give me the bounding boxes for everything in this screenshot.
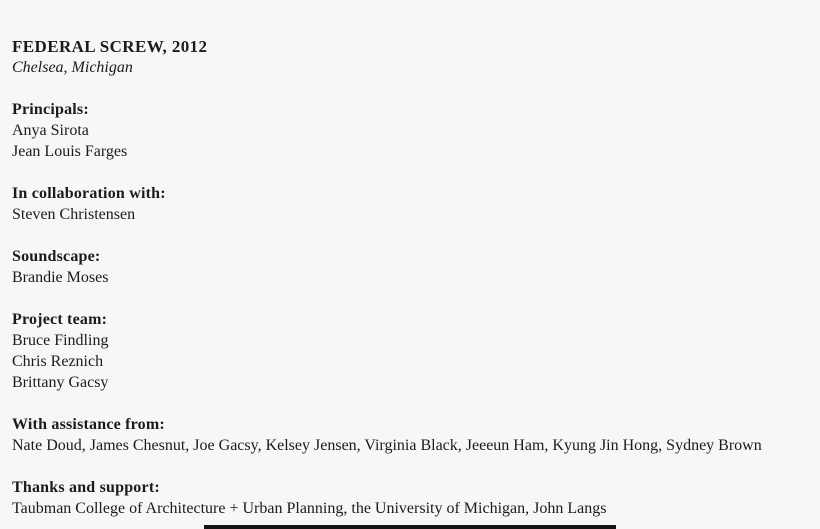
credit-name: Steven Christensen (12, 206, 136, 223)
credit-name-list: Taubman College of Architecture + Urban Planning, the University of Michigan, John Langs (12, 500, 607, 517)
section-soundscape (12, 246, 810, 288)
section-assistance (12, 414, 810, 456)
project-location: Chelsea, Michigan (12, 59, 133, 76)
section-collaboration (12, 183, 810, 225)
project-title: FEDERAL SCREW, 2012 (12, 37, 208, 56)
credit-name: Bruce Findling (12, 332, 109, 349)
bottom-edge-bar (204, 525, 616, 529)
section-heading: Project team: (12, 311, 108, 328)
section-thanks (12, 477, 810, 519)
section-heading: With assistance from: (12, 416, 165, 433)
credit-name: Chris Reznich (12, 353, 104, 370)
section-heading: Principals: (12, 101, 89, 118)
section-heading: Thanks and support: (12, 479, 160, 496)
section-heading: Soundscape: (12, 248, 101, 265)
credit-name: Jean Louis Farges (12, 143, 128, 160)
credit-name: Anya Sirota (12, 122, 89, 139)
section-project-team (12, 309, 810, 393)
credit-name: Brittany Gacsy (12, 374, 109, 391)
section-heading: In collaboration with: (12, 185, 166, 202)
credit-name-list: Nate Doud, James Chesnut, Joe Gacsy, Kelsey Jensen, Virginia Black, Jeeeun Ham, Kyung Jin Hong, Sydney Brown (12, 437, 762, 454)
section-principals (12, 99, 810, 162)
credit-name: Brandie Moses (12, 269, 109, 286)
